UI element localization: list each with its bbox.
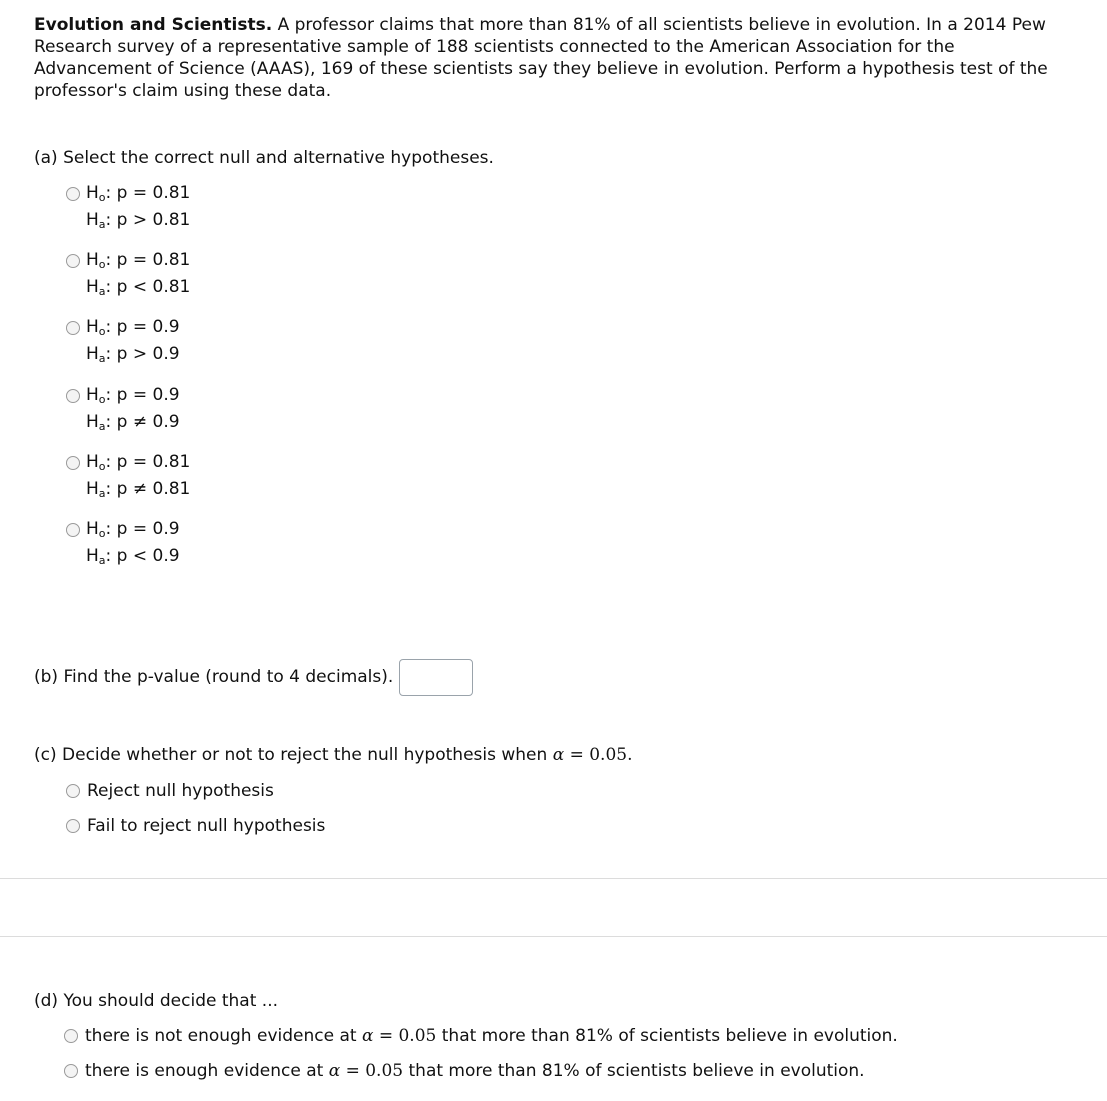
part-d-title: (d) You should decide that ... — [34, 991, 279, 1011]
part-c-title — [34, 744, 632, 766]
alpha-symbol: α = 0.05. — [552, 745, 633, 765]
null-hypothesis: $H_o$: p = 0.9 — [86, 385, 180, 406]
radio-fail-to-reject[interactable] — [66, 819, 80, 833]
problem-title: Evolution and Scientists. — [34, 15, 273, 35]
option-reject-label: Reject null hypothesis — [87, 781, 274, 801]
part-c-title-text: (c) Decide whether or not to reject the null hypothesis when — [34, 745, 553, 765]
null-hypothesis: $H_o$: p = 0.81 — [86, 250, 191, 271]
problem-text: A professor claims that more than 81% of all scientists believe in evolution. In a 2014 Pew Research survey of a representative sample of 188 scientists connected to the American Association for the Advancement of Science (AAAS), 169 of these scientists say they believe in evolution. Perform a hypothesis test of the professor's claim using these data. — [34, 15, 1048, 101]
part-a-title: (a) Select the correct null and alternative hypotheses. — [34, 148, 494, 168]
alternative-hypothesis: $H_a$: p > 0.9 — [86, 344, 180, 365]
divider — [0, 878, 1107, 879]
alternative-hypothesis: $H_a$: p < 0.81 — [86, 277, 191, 298]
option-fail-to-reject-label: Fail to reject null hypothesis — [87, 816, 326, 836]
radio-not-enough-evidence[interactable] — [64, 1029, 78, 1043]
radio-reject[interactable] — [66, 784, 80, 798]
option-not-enough-evidence-label: there is not enough evidence at α = 0.05 that more than 81% of scientists believe in evolution. — [85, 1026, 898, 1046]
alternative-hypothesis: $H_a$: p ≠ 0.81 — [86, 479, 191, 500]
alternative-hypothesis: $H_a$: p < 0.9 — [86, 546, 180, 567]
problem-statement — [34, 14, 1064, 102]
option-enough-evidence-label: there is enough evidence at α = 0.05 that more than 81% of scientists believe in evolution. — [85, 1061, 865, 1081]
hypothesis-radio[interactable] — [66, 523, 80, 537]
hypothesis-radio[interactable] — [66, 254, 80, 268]
hypothesis-radio[interactable] — [66, 389, 80, 403]
hypothesis-radio[interactable] — [66, 321, 80, 335]
p-value-input[interactable] — [399, 659, 473, 696]
option-fail-to-reject[interactable] — [66, 815, 325, 837]
null-hypothesis: $H_o$: p = 0.9 — [86, 317, 180, 338]
divider — [0, 936, 1107, 937]
alternative-hypothesis: $H_a$: p ≠ 0.9 — [86, 412, 180, 433]
null-hypothesis: $H_o$: p = 0.81 — [86, 183, 191, 204]
radio-enough-evidence[interactable] — [64, 1064, 78, 1078]
hypothesis-radio[interactable] — [66, 456, 80, 470]
null-hypothesis: $H_o$: p = 0.9 — [86, 519, 180, 540]
option-reject[interactable] — [66, 780, 274, 802]
hypothesis-radio[interactable] — [66, 187, 80, 201]
alternative-hypothesis: $H_a$: p > 0.81 — [86, 210, 191, 231]
option-enough-evidence[interactable] — [64, 1060, 865, 1082]
option-not-enough-evidence[interactable] — [64, 1025, 898, 1047]
null-hypothesis: $H_o$: p = 0.81 — [86, 452, 191, 473]
part-b-title: (b) Find the p-value (round to 4 decimals). — [34, 667, 394, 687]
